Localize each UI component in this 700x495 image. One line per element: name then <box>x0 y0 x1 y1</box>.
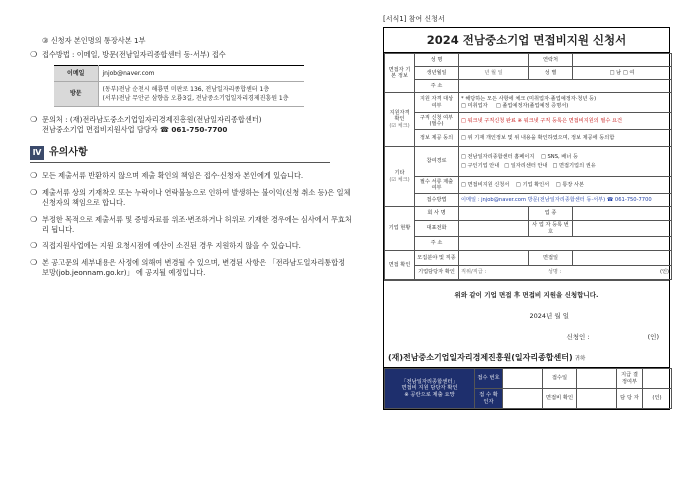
table-row <box>385 369 672 389</box>
table-row <box>385 54 672 67</box>
receiver-field <box>503 389 543 409</box>
application-date[interactable]: 2024년 월 일 <box>529 312 569 320</box>
email-label: 이메일 <box>54 65 98 81</box>
unemployed-checkbox[interactable]: □ 미취업자 <box>461 102 488 109</box>
address-label: 주 소 <box>415 80 459 93</box>
applicant-section: 면접자 기본 정보 <box>385 54 415 93</box>
method-line <box>30 50 352 60</box>
circle-bullet-icon: ❍ <box>30 241 38 251</box>
info-consent-checkbox[interactable]: □ 위 기재 개인정보 및 위 내용을 확인하였으며, 정보 제공에 동의함 <box>459 130 672 147</box>
doc-bankbook-checkbox[interactable]: □ 통장 사본 <box>555 181 585 188</box>
address-field[interactable] <box>459 80 672 93</box>
list-item: ❍ 본 공고문의 세부내용은 사정에 의해여 변경될 수 있으며, 변경된 사항은 「전라남도일자리통합정보망(job.jeonnam.go.kr)」 에 공지될 예정입니다. <box>30 257 346 278</box>
officer-seal: (인) <box>643 389 672 409</box>
inquiry-phone: ☎ 061-750-7700 <box>159 125 228 135</box>
name-field[interactable] <box>459 54 529 67</box>
circle-bullet-icon: ❍ <box>30 171 38 181</box>
eligibility-section: 지원자격 확인 (☑ 체크) <box>385 93 415 147</box>
company-address-field[interactable] <box>459 237 672 251</box>
circle-bullet-icon: ❍ <box>30 50 38 60</box>
table-row <box>385 147 672 177</box>
inquiry-org: 문의처 : (재)전라남도중소기업일자리경제진흥원(전남일자리종합센터) <box>42 114 262 124</box>
company-address-label: 주 소 <box>415 237 459 251</box>
contact-label: 연락처 <box>529 54 573 67</box>
fee-check-label: 면접비 확인 <box>543 389 577 409</box>
form-table <box>384 53 672 280</box>
receipt-no-label: 접수 번호 <box>475 369 503 389</box>
section-numeral: Ⅳ <box>30 146 44 160</box>
receipt-date-label: 접수일 <box>543 369 577 389</box>
signer-seal: (인) <box>647 333 659 341</box>
form-label: [서식1] 참여 신청서 <box>383 15 445 23</box>
table-row <box>54 65 304 81</box>
notes-list <box>30 171 352 279</box>
contact-field[interactable] <box>573 54 672 67</box>
notes-section-header <box>30 146 330 164</box>
list-item: ❍ 제출서류 상의 기재착오 또는 누락이나 연락불능으로 인하여 발생하는 불이익(신청 취소 등)은 일체 신청자의 책임으로 합니다. <box>30 187 351 208</box>
interview-section: 면접 확인 <box>385 251 415 280</box>
visit-address-west: (서부)전남 무안군 삼향읍 오룡3길, 전남중소기업일자리경제진흥원 1층 <box>102 94 289 102</box>
section-title: 유의사항 <box>49 146 88 158</box>
receiver-label: 접 수 확인자 <box>475 389 503 409</box>
table-row <box>385 130 672 147</box>
recruit-field-label: 모집분야 및 직종 <box>415 251 459 266</box>
inquiry-line <box>30 115 352 136</box>
signer-label: 신청인 : <box>566 333 590 341</box>
industry-field[interactable] <box>573 207 672 221</box>
graduate-checkbox[interactable]: □ 졸업예정자(졸업예정 증명서) <box>495 102 569 109</box>
bankbook-copy-text: ③ 신청자 본인명의 통장사본 1부 <box>42 36 146 45</box>
payment-decision-field <box>643 369 672 389</box>
biz-no-label: 사 업 자 등록 번호 <box>529 221 573 237</box>
manager-seal: (인) <box>659 269 669 276</box>
other-section: 기타 (☑ 체크) <box>385 147 415 207</box>
receipt-date-field <box>577 369 617 389</box>
check-note: (☑ 체크) <box>389 176 410 183</box>
table-row <box>385 80 672 93</box>
route-center-checkbox[interactable]: □ 일자리센터 안내 <box>504 163 548 169</box>
route-sns-checkbox[interactable]: □ SNS, 배너 등 <box>540 153 578 160</box>
receipt-no-field <box>503 369 543 389</box>
visit-address <box>98 81 304 106</box>
list-item: ❍ 부정한 목적으로 제출서류 및 증빙자료를 위조·변조하거나 허위로 기재한 경우에는 심사에서 무효처리 됩니다. <box>30 214 352 234</box>
route-homepage-checkbox[interactable]: □ 전남일자리종합센터 홈페이지 <box>461 153 535 160</box>
interview-date-field[interactable] <box>573 251 672 266</box>
biz-no-field[interactable] <box>573 221 672 237</box>
circle-bullet-icon: ❍ <box>30 114 38 124</box>
job-seeking-label: 구직 신청 여부(필수) <box>415 113 459 130</box>
table-row <box>385 237 672 251</box>
job-seeking-checkbox[interactable]: □ 워크넷 구직신청 완료 ※ 워크넷 구직 등록은 면접비지원의 필수 요건 <box>459 113 672 130</box>
fee-check-field <box>577 389 617 409</box>
route-company-checkbox[interactable]: □ 구인기업 안내 <box>461 163 500 169</box>
recruit-field-input[interactable] <box>459 251 529 266</box>
inquiry-manager: 전남중소기업 면접비지원사업 담당자 <box>42 125 158 135</box>
circle-bullet-icon: ❍ <box>30 257 38 267</box>
inquiry-contact <box>42 125 352 135</box>
route-label: 참여경로 <box>415 147 459 177</box>
check-note: (☑ 체크) <box>389 122 410 129</box>
table-row <box>385 113 672 130</box>
list-item: ❍ 직접지원사업에는 지원 요청시점에 예산이 소진된 경우 지원하지 않을 수 있습니다. <box>30 241 301 251</box>
gender-options[interactable]: □ 남 □ 여 <box>573 67 672 80</box>
recipient-suffix: 귀하 <box>574 356 586 362</box>
officer-label: 담 당 자 <box>617 389 643 409</box>
eligibility-target-label: 지원 자격 대상 여부 <box>415 93 459 113</box>
application-form-page <box>383 14 670 410</box>
docs-label: 필수 서류 제출 여부 <box>415 177 459 194</box>
payment-decision-label: 지급 결정여부 <box>617 369 643 389</box>
table-row <box>385 207 672 221</box>
industry-label: 업 종 <box>529 207 573 221</box>
manager-label: 기업담당자 확인 <box>415 266 459 280</box>
interview-date-label: 면접일 <box>529 251 573 266</box>
table-row <box>385 194 672 207</box>
visit-address-east: (동부)전남 순천시 해룡면 미판로 136, 전남일자리종합센터 1층 <box>102 85 270 93</box>
office-use-table <box>384 368 672 409</box>
method-text: 이메일 : jnjob@naver.com 방문(전남일자리종합센터 동·서부) ☎ 061-750-7700 <box>459 194 672 207</box>
table-row <box>385 93 672 113</box>
email-value: jnjob@naver.com <box>98 65 304 81</box>
table-row <box>385 251 672 266</box>
gender-label: 성 별 <box>529 67 573 80</box>
method-label: 접수방법 <box>415 194 459 207</box>
route-interview-checkbox[interactable]: □ 면접기업의 권유 <box>552 163 596 169</box>
form-frame <box>383 27 670 410</box>
method-text: 접수방법 : 이메일, 방문(전남일자리종합센터 동·서부) 접수 <box>42 50 226 60</box>
form-title: 2024 전남중소기업 면접비지원 신청서 <box>384 28 669 53</box>
declaration: 위와 같이 기업 면접 후 면접비 지원을 신청합니다. <box>384 280 669 305</box>
circle-bullet-icon: ❍ <box>30 214 38 224</box>
table-row <box>385 177 672 194</box>
name-label: 성 명 <box>415 54 459 67</box>
company-name-field[interactable] <box>459 207 529 221</box>
rep-phone-label: 대표전화 <box>415 221 459 237</box>
circle-bullet-icon: ❍ <box>30 187 38 197</box>
docs-options <box>459 177 672 194</box>
table-row <box>385 266 672 280</box>
company-section: 기업 현황 <box>385 207 415 251</box>
list-item: ❍ 모든 제출서류 반환하지 않으며 제출 확인의 책임은 접수·신청자 본인에게 있습니다. <box>30 171 304 181</box>
company-name-label: 회 사 명 <box>415 207 459 221</box>
table-row <box>54 81 304 106</box>
birth-field[interactable]: 년 월 일 <box>459 67 529 80</box>
table-row <box>385 67 672 80</box>
table-row <box>385 221 672 237</box>
contact-table <box>54 65 304 107</box>
manager-field[interactable]: 직위/직급 : 성명 : (인) <box>459 266 672 280</box>
eligibility-target-options[interactable]: * 해당하는 모든 사항에 체크 (미취업자·졸업예정자·청년 등) □ 미취업자 □ 졸업예정자(졸업예정 증명서) <box>459 93 672 113</box>
notice-page <box>30 36 352 285</box>
office-note: 「전남일자리종합센터」 면접비 지원 담당자 확인 ※ 공란으로 제출 요망 <box>385 369 475 409</box>
required-doc-item <box>30 36 352 46</box>
visit-label: 방문 <box>54 81 98 106</box>
recipient-organization: (재)전남중소기업일자리경제진흥원(일자리종합센터) 귀하 <box>384 349 669 368</box>
route-options <box>459 147 672 177</box>
rep-phone-field[interactable] <box>459 221 529 237</box>
doc-company-checkbox[interactable]: □ 기업 확인서 <box>515 181 550 188</box>
info-consent-label: 정보 제공 동의 <box>415 130 459 147</box>
signer-line[interactable] <box>384 324 669 349</box>
birth-label: 생년월일 <box>415 67 459 80</box>
doc-application-checkbox[interactable]: □ 면접비지원 신청서 <box>461 181 510 188</box>
